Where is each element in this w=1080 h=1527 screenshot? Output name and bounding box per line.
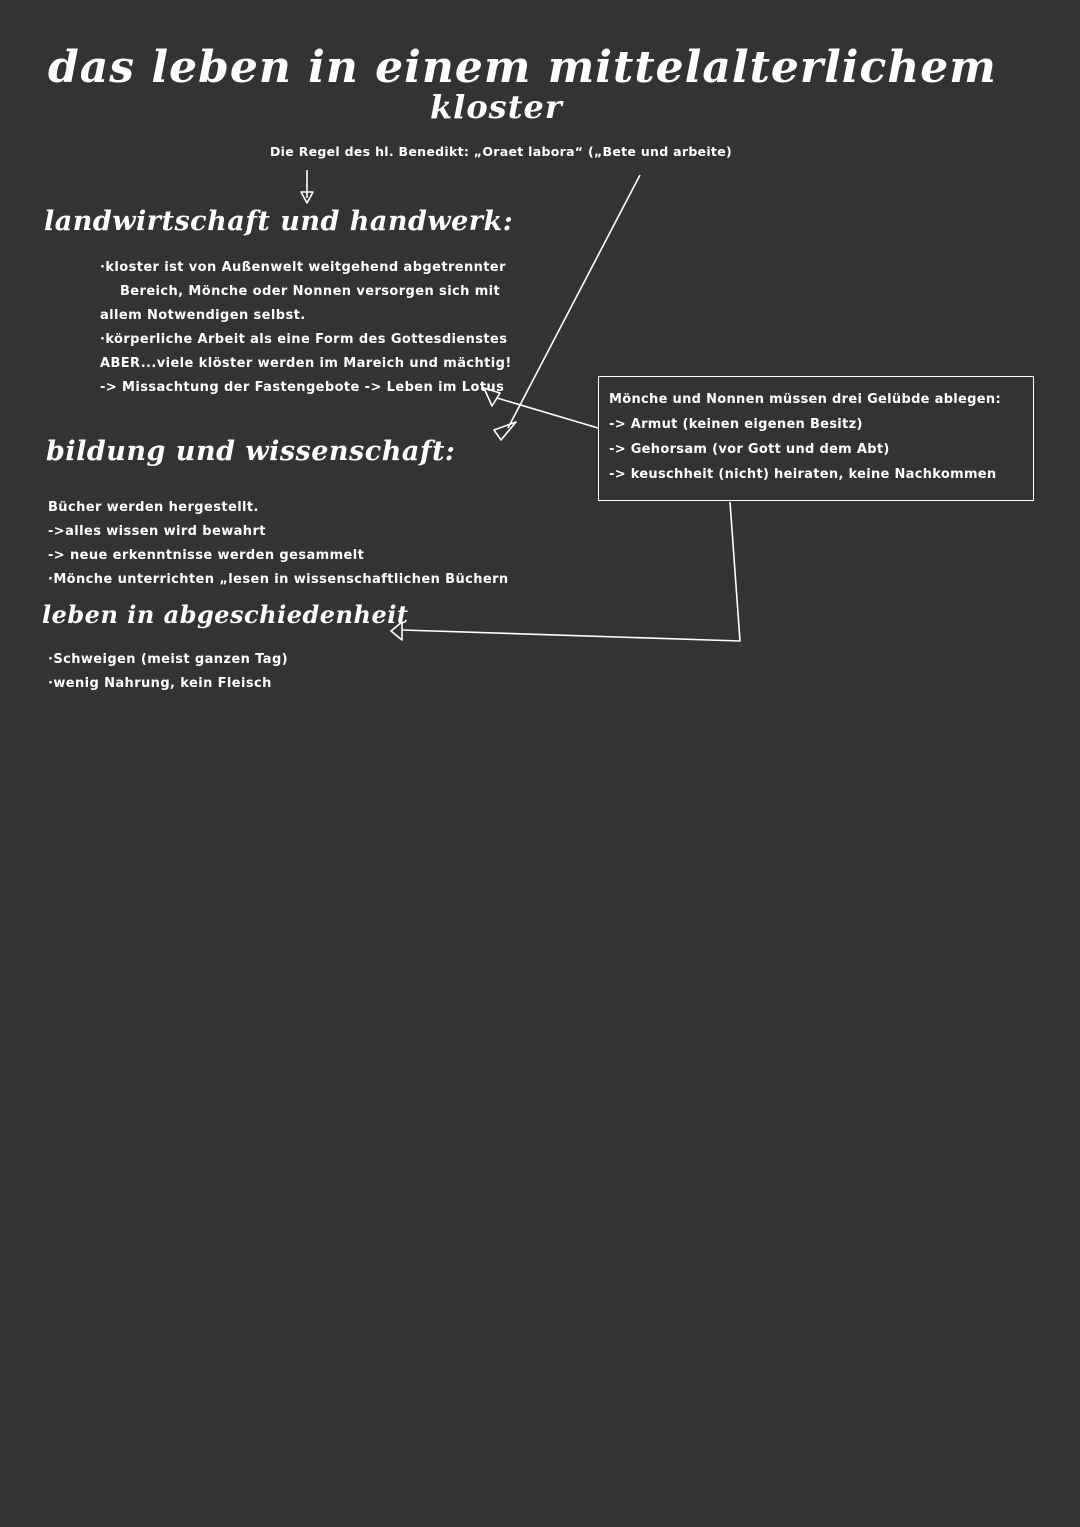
vow-item: -> Armut (keinen eigenen Besitz) <box>609 417 863 432</box>
vow-item: -> Gehorsam (vor Gott und dem Abt) <box>609 442 890 457</box>
arrow-head <box>391 622 402 640</box>
note-line: ·kloster ist von Außenwelt weitgehend abgetrennter <box>100 260 506 275</box>
note-line: ·Mönche unterrichten „lesen in wissenschaftlichen Büchern <box>48 572 509 587</box>
heading-landwirtschaft: landwirtschaft und handwerk: <box>44 206 514 237</box>
note-line: Bücher werden hergestellt. <box>48 500 259 515</box>
vow-item: -> keuschheit (nicht) heiraten, keine Nachkommen <box>609 467 997 482</box>
arrow-rule-to-bildung <box>508 175 640 428</box>
arrow-head <box>484 388 500 406</box>
note-line: -> neue erkenntnisse werden gesammelt <box>48 548 365 563</box>
page-title-line2: kloster <box>430 88 563 126</box>
page-title: das leben in einem mittelalterlichem <box>48 42 997 93</box>
note-line: ABER...viele klöster werden im Mareich und mächtig! <box>100 356 512 371</box>
note-line: ·wenig Nahrung, kein Fleisch <box>48 676 272 691</box>
vows-header: Mönche und Nonnen müssen drei Gelübde ablegen: <box>609 392 1001 407</box>
heading-abgeschiedenheit: leben in abgeschiedenheit <box>42 600 409 629</box>
note-line: Bereich, Mönche oder Nonnen versorgen sich mit <box>120 284 501 299</box>
note-line: allem Notwendigen selbst. <box>100 308 306 323</box>
note-line: ·Schweigen (meist ganzen Tag) <box>48 652 288 667</box>
benedict-rule: Die Regel des hl. Benedikt: „Oraet labora“ („Bete und arbeite) <box>270 144 732 159</box>
note-line: ->alles wissen wird bewahrt <box>48 524 266 539</box>
heading-bildung: bildung und wissenschaft: <box>46 436 456 467</box>
arrow-head <box>494 422 516 440</box>
arrow-vows-to-abgeschiedenheit <box>402 502 740 641</box>
note-line: ·körperliche Arbeit als eine Form des Gottesdienstes <box>100 332 508 347</box>
note-line: -> Missachtung der Fastengebote -> Leben im Lotus <box>100 380 505 395</box>
